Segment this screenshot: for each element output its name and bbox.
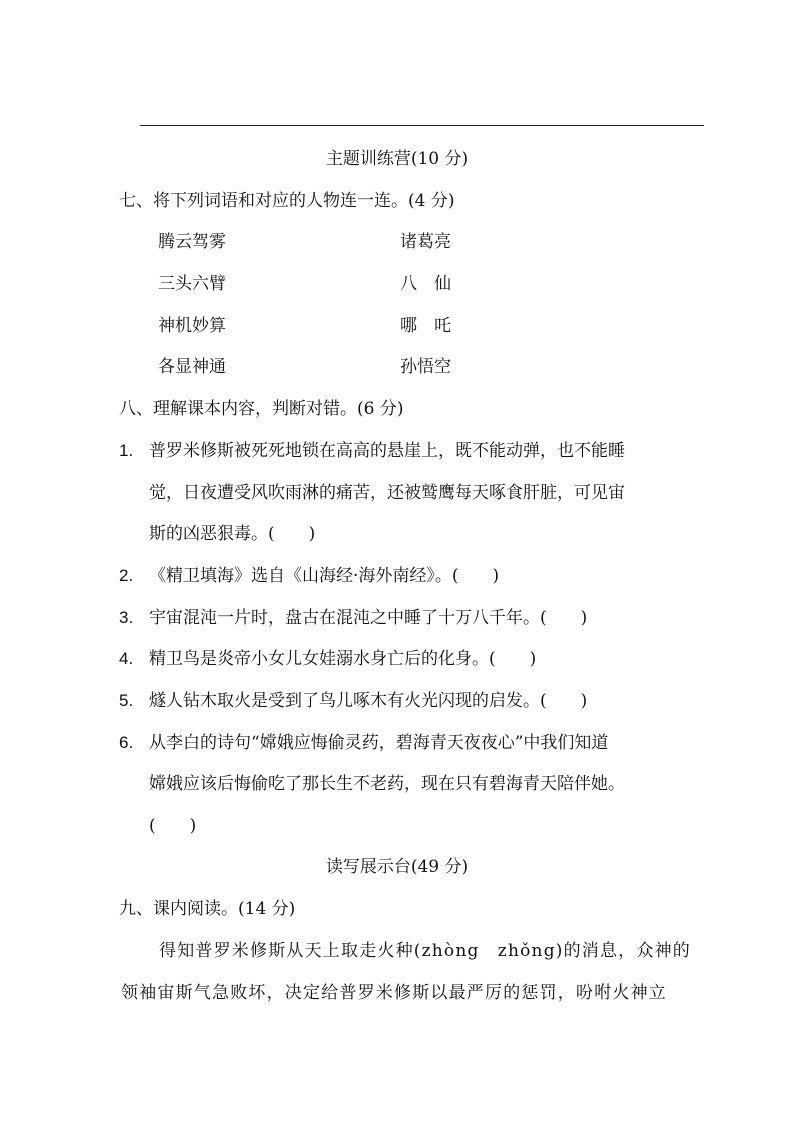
q8-item-line: 斯的凶恶狠毒。( ) [149, 524, 316, 544]
q7-right-item: 孙悟空 [400, 357, 451, 377]
header-rule [140, 125, 704, 126]
q8-item-line: 嫦娥应该后悔偷吃了那长生不老药，现在只有碧海青天陪伴她。 [149, 774, 625, 794]
passage-line: 领袖宙斯气急败坏，决定给普罗米修斯以最严厉的惩罚，吩咐火神立 [121, 983, 667, 1003]
q7-heading: 七、将下列词语和对应的人物连一连。(4 分) [119, 191, 455, 211]
q8-item-number: 3. [119, 608, 134, 627]
q8-item-number: 4. [119, 649, 134, 668]
q8-item-number: 2. [119, 566, 134, 585]
section-title-theme-camp: 主题训练营(10 分) [325, 149, 469, 169]
q7-right-item: 诸葛亮 [400, 232, 451, 252]
q8-item-line: 觉，日夜遭受风吹雨淋的痛苦，还被鹫鹰每天啄食肝脏，可见宙 [149, 483, 625, 503]
q8-item-line: ( ) [149, 816, 197, 836]
q7-left-item: 各显神通 [158, 357, 226, 377]
passage-line: 得知普罗米修斯从天上取走火种(zhòng zhǒng)的消息，众神的 [159, 941, 692, 961]
q7-left-item: 三头六臂 [158, 274, 226, 294]
q7-right-item: 哪 吒 [400, 316, 451, 336]
q7-right-item: 八 仙 [400, 274, 451, 294]
q8-item-line: 从李白的诗句“嫦娥应悔偷灵药，碧海青天夜夜心”中我们知道 [149, 733, 609, 753]
q8-item-number: 5. [119, 691, 134, 710]
q8-item-number: 6. [119, 733, 134, 752]
q8-heading: 八、理解课本内容，判断对错。(6 分) [119, 399, 404, 419]
q8-item-line: 《精卫填海》选自《山海经·海外南经》。( ) [149, 566, 500, 586]
q8-item-line: 燧人钻木取火是受到了鸟儿啄木有火光闪现的启发。( ) [149, 691, 588, 711]
q7-left-item: 神机妙算 [158, 316, 226, 336]
q8-item-number: 1. [119, 441, 134, 460]
q8-item-line: 普罗米修斯被死死地锁在高高的悬崖上，既不能动弹，也不能睡 [149, 441, 625, 461]
q8-item-line: 精卫鸟是炎帝小女儿女娃溺水身亡后的化身。( ) [149, 649, 537, 669]
q8-item-line: 宇宙混沌一片时，盘古在混沌之中睡了十万八千年。( ) [149, 608, 588, 628]
section-title-reading-writing: 读写展示台(49 分) [325, 857, 469, 877]
q7-left-item: 腾云驾雾 [158, 232, 226, 252]
q9-heading: 九、课内阅读。(14 分) [119, 899, 296, 919]
